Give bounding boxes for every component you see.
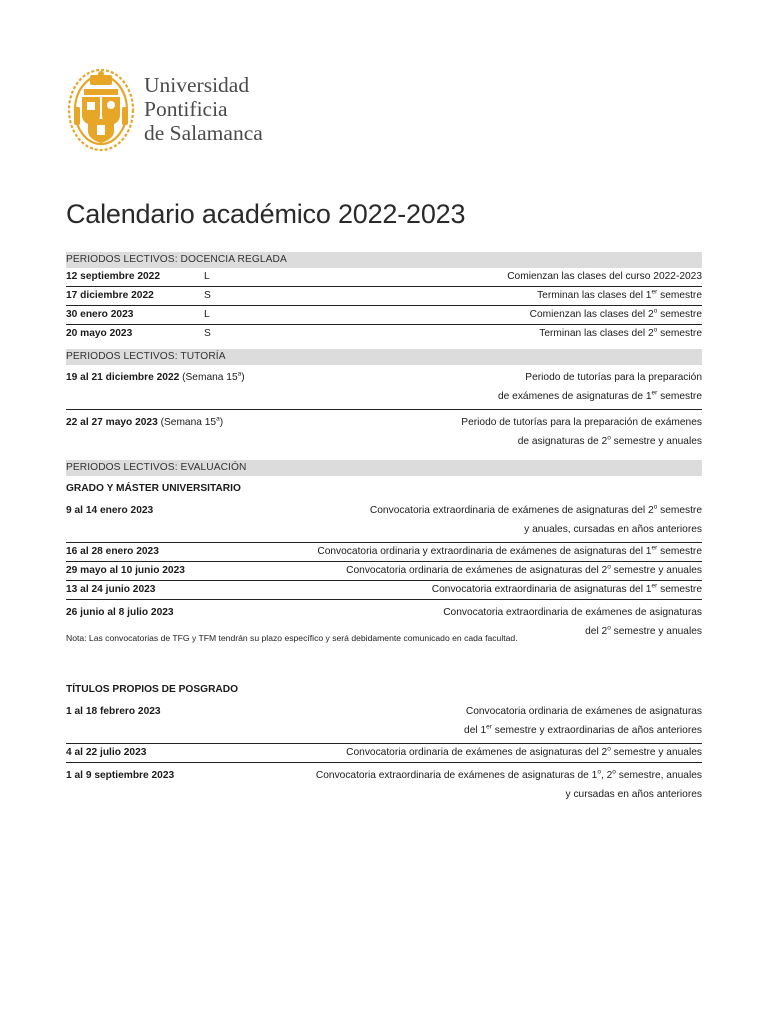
subheader-grado-master: GRADO Y MÁSTER UNIVERSITARIO [66, 483, 241, 494]
row-description: Convocatoria extraordinaria de exámenes de asignaturas del 2$^o$ semestre y anuales [443, 607, 702, 637]
row-date: 30 enero 2023 [66, 309, 134, 320]
row-description: Comienzan las clases del curso 2022-2023 [507, 271, 702, 282]
university-crest-icon [66, 67, 136, 153]
university-logo [66, 67, 263, 153]
table-row [66, 699, 702, 744]
row-day: L [204, 271, 210, 282]
logo-line-3: de Salamanca [144, 121, 263, 145]
row-day: L [204, 309, 210, 320]
calendar-content [66, 252, 702, 807]
table-row [66, 543, 702, 562]
logo-line-2: Pontificia [144, 97, 228, 121]
table-row [66, 498, 702, 543]
row-description: Periodo de tutorías para la preparación de exámenes de asignaturas de 2$^o$ semestre y anuales [461, 417, 702, 447]
row-date: 4 al 22 julio 2023 [66, 747, 147, 758]
row-date: 26 junio al 8 julio 2023 [66, 607, 174, 618]
row-description: Convocatoria ordinaria de exámenes de asignaturas del 2$^o$ semestre y anuales [346, 563, 702, 576]
page-title: Calendario académico 2022-2023 [66, 199, 466, 229]
row-description: Convocatoria extraordinaria de asignaturas del 1er semestre [431, 582, 702, 595]
row-description: Terminan las clases del 2$^o$ semestre [539, 326, 702, 339]
row-description: Convocatoria ordinaria de exámenes de asignaturas del 2$^o$ semestre y anuales [346, 745, 702, 758]
table-row [66, 365, 702, 410]
table-row [66, 325, 702, 343]
table-row [66, 744, 702, 763]
subheader-posgrado: TÍTULOS PROPIOS DE POSGRADO [66, 684, 239, 695]
section-header-tutoria: PERIODOS LECTIVOS: TUTORÍA [66, 349, 702, 365]
table-row [66, 306, 702, 325]
table-row [66, 410, 702, 454]
logo-line-1: Universidad [144, 73, 250, 97]
footnote: Nota: Las convocatorias de TFG y TFM tendrán su plazo específico y será debidamente comunicado en cada facultad. [66, 633, 518, 643]
row-date: 9 al 14 enero 2023 [66, 505, 154, 516]
table-row [66, 763, 702, 807]
table-row [66, 287, 702, 306]
row-description: Convocatoria extraordinaria de exámenes de asignaturas de 1$^o$, 2$^o$ semestre, anuales y cursadas en años anteriores [315, 768, 702, 800]
row-description: Convocatoria ordinaria de exámenes de asignaturas del 1er semestre y extraordinarias de años anteriores [464, 706, 702, 736]
row-description: Convocatoria ordinaria y extraordinaria de exámenes de asignaturas del 1er semestre [317, 544, 702, 557]
university-name [144, 73, 263, 145]
row-date: 22 al 27 mayo 2023 (Semana 15$^a$) [66, 415, 224, 428]
row-date: 12 septiembre 2022 [66, 271, 161, 282]
row-date: 19 al 21 diciembre 2022 (Semana 15$^a$) [66, 370, 245, 383]
section-header-docencia: PERIODOS LECTIVOS: DOCENCIA REGLADA [66, 252, 702, 268]
table-row [66, 562, 702, 581]
row-date: 1 al 18 febrero 2023 [66, 706, 161, 717]
row-day: S [204, 290, 211, 301]
section-header-evaluacion: PERIODOS LECTIVOS: EVALUACIÓN [66, 460, 702, 476]
table-row [66, 268, 702, 287]
row-description: Terminan las clases del 1er semestre [537, 288, 702, 301]
table-row [66, 581, 702, 600]
row-day: S [204, 328, 211, 339]
row-description: Comienzan las clases del 2$^o$ semestre [529, 307, 702, 320]
row-date: 17 diciembre 2022 [66, 290, 154, 301]
row-description: Periodo de tutorías para la preparación de exámenes de asignaturas de 1er semestre [498, 372, 702, 402]
row-date: 29 mayo al 10 junio 2023 [66, 565, 185, 576]
row-description: Convocatoria extraordinaria de exámenes de asignaturas del 2$^o$ semestre y anuales, cursadas en años anteriores [369, 503, 702, 535]
row-date: 13 al 24 junio 2023 [66, 584, 156, 595]
row-date: 20 mayo 2023 [66, 328, 133, 339]
row-date: 1 al 9 septiembre 2023 [66, 770, 175, 781]
row-date: 16 al 28 enero 2023 [66, 546, 159, 557]
